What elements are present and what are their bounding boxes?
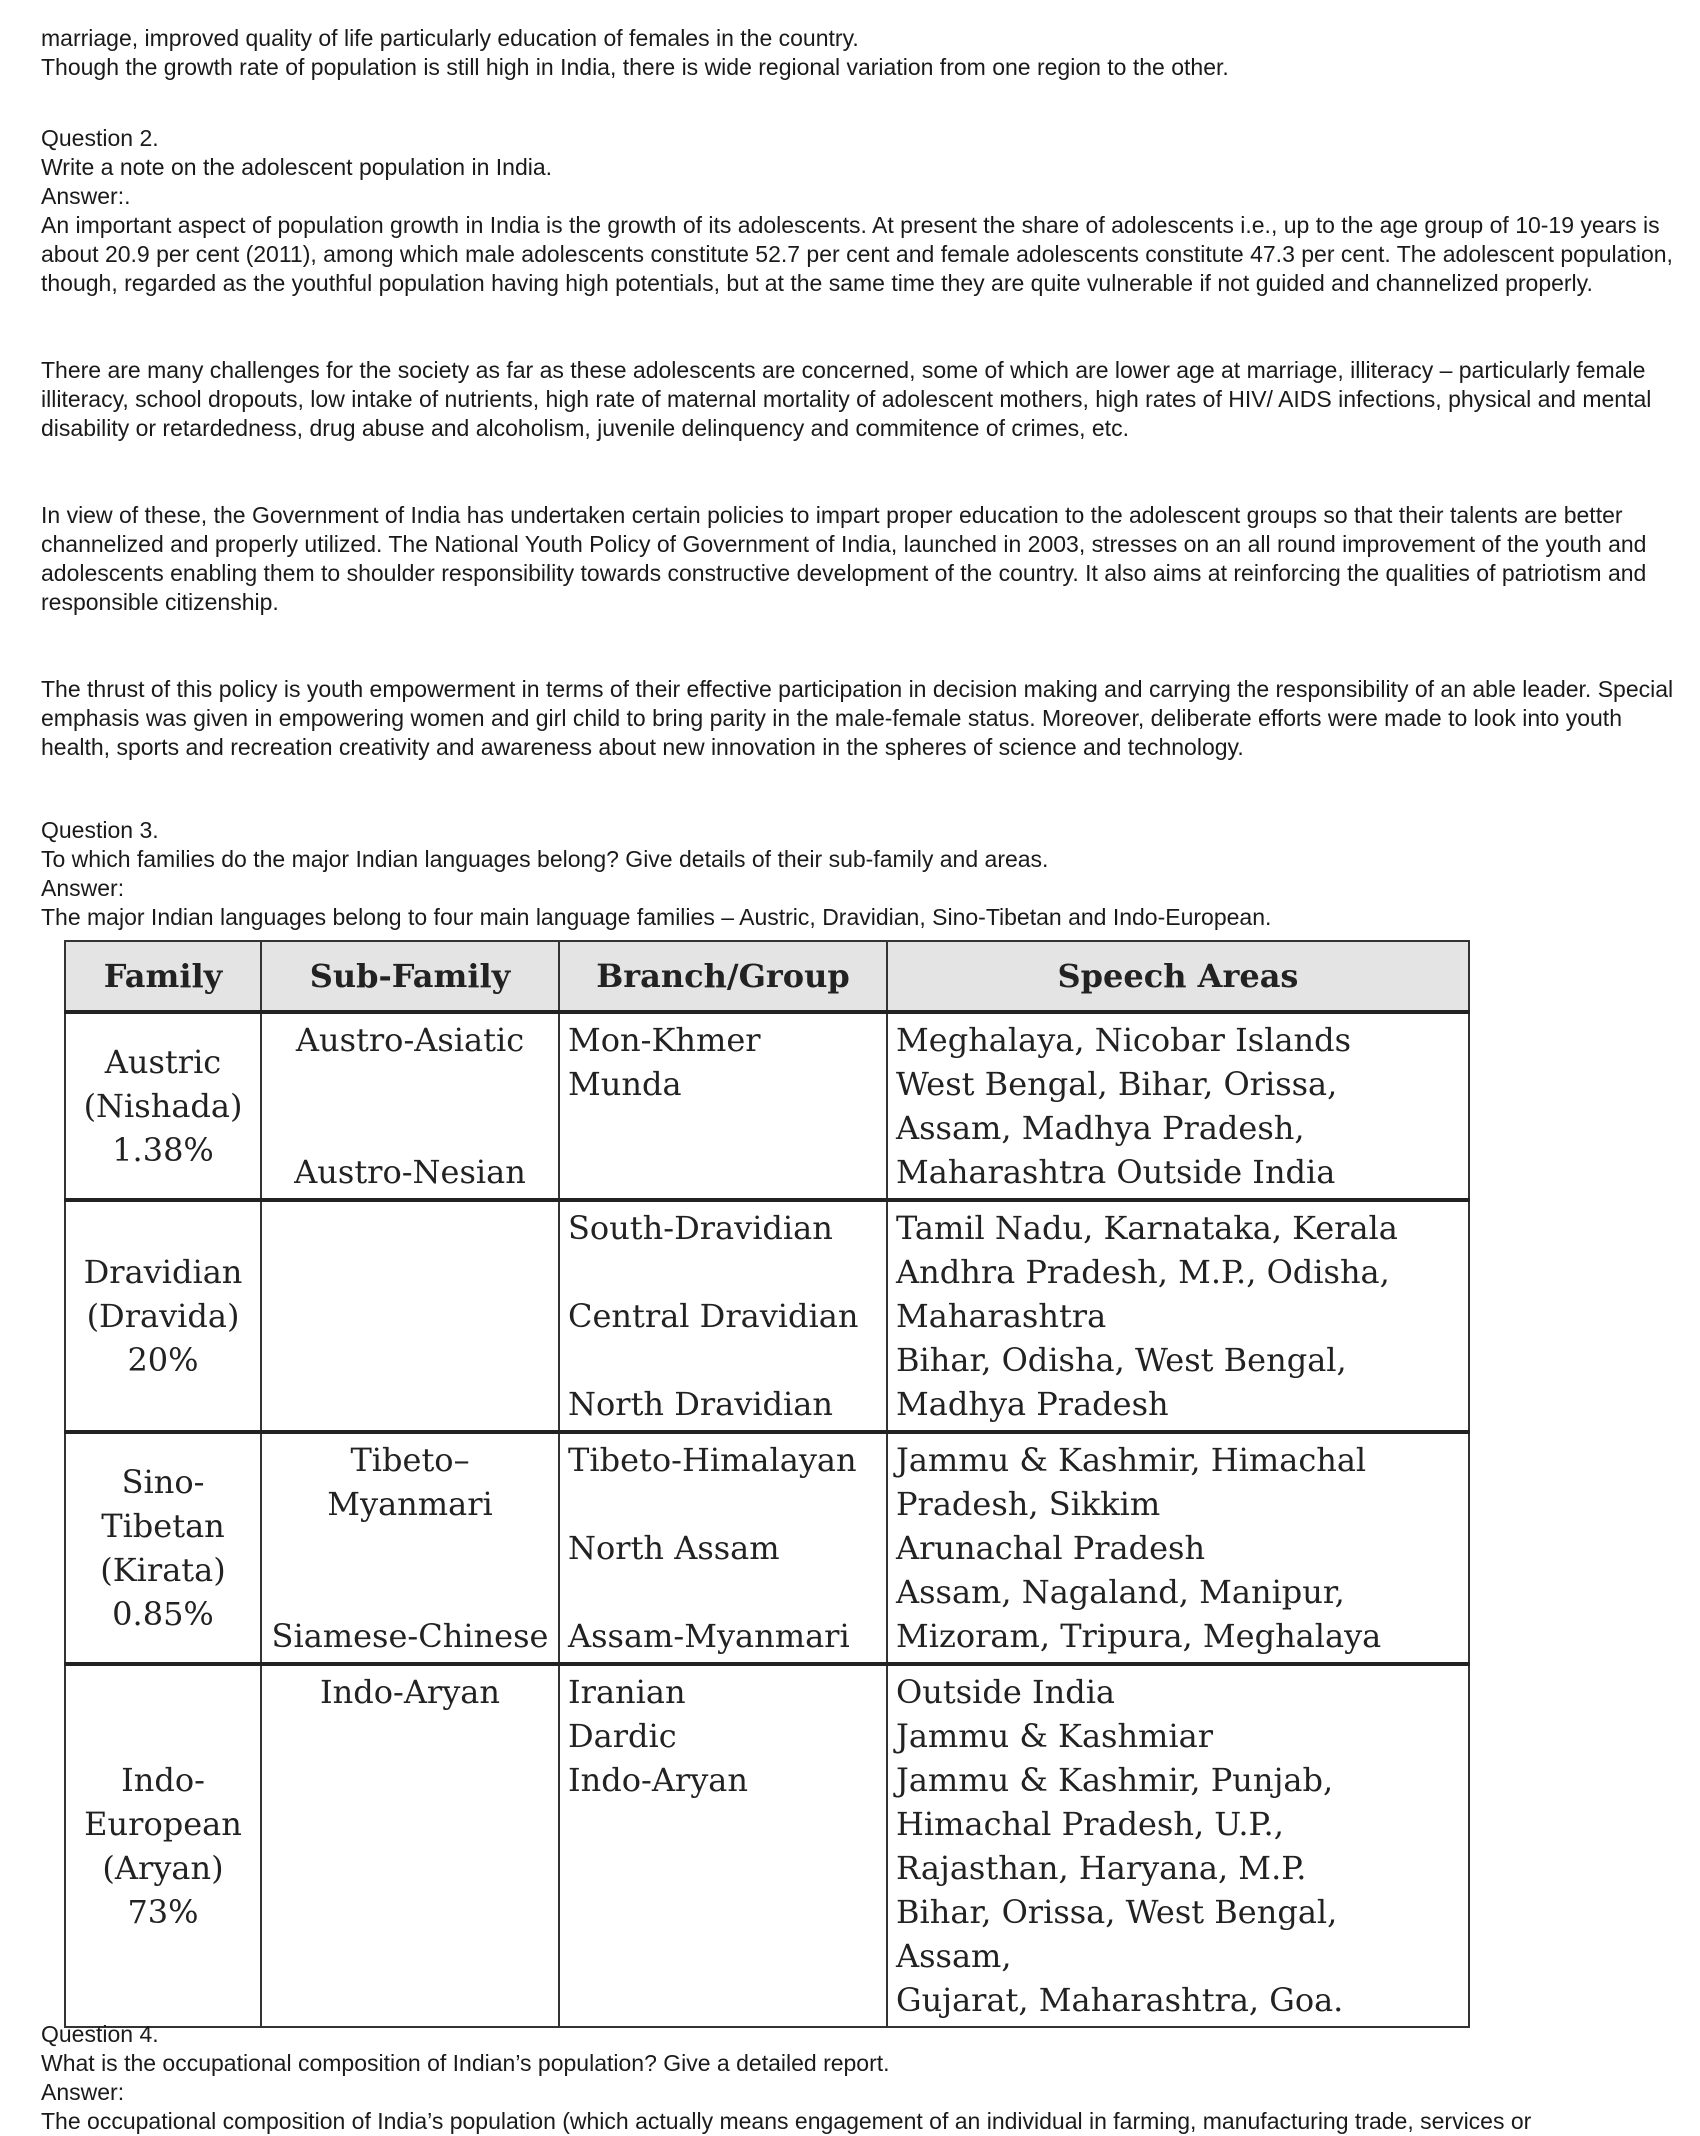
cell-line — [270, 1526, 550, 1570]
cell-line: Dravidian — [83, 1253, 243, 1291]
cell-line: (Nishada) — [83, 1087, 243, 1125]
cell-line: South-Dravidian — [568, 1209, 833, 1247]
cell-line: Tibeto– — [350, 1441, 470, 1479]
cell-line: Outside India — [896, 1673, 1115, 1711]
intro-line: marriage, improved quality of life particularly education of females in the country. — [41, 25, 859, 51]
question-2 — [41, 124, 1691, 762]
intro-line: Though the growth rate of population is still high in India, there is wide regional variation from one region to the other. — [41, 54, 1229, 80]
family-cell — [65, 1012, 261, 1200]
cell-line: Munda — [568, 1065, 682, 1103]
cell-line: Bihar, Odisha, West Bengal, — [896, 1341, 1347, 1379]
question-text: To which families do the major Indian languages belong? Give details of their sub-family and areas. — [41, 846, 1049, 872]
language-families-table — [64, 940, 1470, 2028]
sub-family-cell — [261, 1200, 559, 1432]
answer-paragraph: In view of these, the Government of India has undertaken certain policies to impart proper education to the adolescent groups so that their talents are better channelized and properly utilized. The National Youth Policy of Government of India, launched in 2003, stresses on an all round improvement of the youth and adolescents enabling them to shoulder responsibility towards constructive development of the country. It also aims at reinforcing the qualities of patriotism and responsible citizenship. — [41, 502, 1647, 615]
family-cell — [65, 1664, 261, 2027]
answer-paragraph: There are many challenges for the society as far as these adolescents are concerned, some of which are lower age at marriage, illiteracy – particularly female illiteracy, school dropouts, low intake of nutrients, high rate of maternal mortality of adolescent mothers, high rates of HIV/ AIDS infections, physical and mental disability or retardedness, drug abuse and alcoholism, juvenile delinquency and commitence of crimes, etc. — [41, 357, 1652, 441]
cell-line: Gujarat, Maharashtra, Goa. — [896, 1981, 1344, 2019]
question-text: Write a note on the adolescent population in India. — [41, 154, 553, 180]
answer-label: Answer: — [41, 875, 125, 901]
cell-line: Madhya Pradesh — [896, 1385, 1169, 1423]
cell-line: 73% — [127, 1893, 199, 1931]
family-cell — [65, 1200, 261, 1432]
cell-line: Tibeto-Himalayan — [568, 1441, 857, 1479]
header-family: Family — [65, 941, 261, 1012]
cell-line — [568, 1570, 878, 1614]
branch-cell — [559, 1012, 887, 1200]
speech-areas-cell — [887, 1432, 1469, 1664]
speech-areas-cell — [887, 1200, 1469, 1432]
cell-line: Himachal Pradesh, U.P., — [896, 1805, 1284, 1843]
cell-line: Assam, Madhya Pradesh, — [896, 1109, 1305, 1147]
cell-line: Maharashtra Outside India — [896, 1153, 1336, 1191]
answer-text: The occupational composition of India’s population (which actually means engagement of an individual in farming, manufacturing trade, services or — [41, 2108, 1532, 2134]
intro-text — [41, 24, 1691, 82]
cell-line: Tamil Nadu, Karnataka, Kerala — [896, 1209, 1398, 1247]
cell-line: Jammu & Kashmiar — [896, 1717, 1213, 1755]
cell-line: Andhra Pradesh, M.P., Odisha, — [896, 1253, 1390, 1291]
table-row — [65, 1432, 1469, 1664]
answer-label: Answer:. — [41, 183, 131, 209]
cell-line: European — [84, 1805, 242, 1843]
question-label: Question 3. — [41, 817, 159, 843]
cell-line: (Dravida) — [86, 1297, 240, 1335]
branch-cell — [559, 1200, 887, 1432]
table-row — [65, 1200, 1469, 1432]
cell-line — [270, 1570, 550, 1614]
cell-line: Jammu & Kashmir, Punjab, — [896, 1761, 1334, 1799]
cell-line: Bihar, Orissa, West Bengal, Assam, — [896, 1893, 1338, 1975]
cell-line — [568, 1482, 878, 1526]
cell-line: Mizoram, Tripura, Meghalaya — [896, 1617, 1382, 1655]
cell-line: (Kirata) — [100, 1551, 226, 1589]
header-branch-group: Branch/Group — [559, 941, 887, 1012]
cell-line: (Aryan) — [102, 1849, 224, 1887]
header-speech-areas: Speech Areas — [887, 941, 1469, 1012]
sub-family-cell — [261, 1664, 559, 2027]
cell-line: 1.38% — [112, 1131, 214, 1169]
cell-line: Tibetan — [101, 1507, 225, 1545]
cell-line — [568, 1338, 878, 1382]
answer-label: Answer: — [41, 2079, 125, 2105]
cell-line: Austro-Nesian — [294, 1153, 526, 1191]
cell-line: Austro-Asiatic — [295, 1021, 525, 1059]
question-3 — [41, 816, 1691, 932]
speech-areas-cell — [887, 1012, 1469, 1200]
answer-paragraph: The thrust of this policy is youth empowerment in terms of their effective participation in decision making and carrying the responsibility of an able leader. Special emphasis was given in empowering women and girl child to bring parity in the male-female status. Moreover, deliberate efforts were made to look into youth health, sports and recreation creativity and awareness about new innovation in the spheres of science and technology. — [41, 676, 1674, 760]
cell-line: Indo- — [121, 1761, 205, 1799]
sub-family-cell — [261, 1012, 559, 1200]
question-4 — [41, 2020, 1691, 2136]
cell-line: Siamese-Chinese — [271, 1617, 549, 1655]
cell-line: Central Dravidian — [568, 1297, 859, 1335]
cell-line: Mon-Khmer — [568, 1021, 761, 1059]
cell-line: North Assam — [568, 1529, 780, 1567]
cell-line: 20% — [127, 1341, 199, 1379]
header-sub-family: Sub-Family — [261, 941, 559, 1012]
cell-line — [270, 1106, 550, 1150]
cell-line: Dardic — [568, 1717, 677, 1755]
cell-line: 0.85% — [112, 1595, 214, 1633]
cell-line: Sino- — [121, 1463, 205, 1501]
speech-areas-cell — [887, 1664, 1469, 2027]
cell-line: West Bengal, Bihar, Orissa, — [896, 1065, 1338, 1103]
cell-line: Iranian — [568, 1673, 686, 1711]
sub-family-cell — [261, 1432, 559, 1664]
table-row — [65, 1664, 1469, 2027]
cell-line: Jammu & Kashmir, Himachal — [896, 1441, 1367, 1479]
answer-paragraph: An important aspect of population growth in India is the growth of its adolescents. At present the share of adolescents i.e., up to the age group of 10-19 years is about 20.9 per cent (2011), among which male adolescents constitute 52.7 per cent and female adolescents constitute 47.3 per cent. The adolescent population, though, regarded as the youthful population having high potentials, but at the same time they are quite vulnerable if not guided and channelized properly. — [41, 212, 1673, 296]
family-cell — [65, 1432, 261, 1664]
cell-line: Maharashtra — [896, 1297, 1107, 1335]
question-label: Question 2. — [41, 125, 159, 151]
table-header-row — [65, 941, 1469, 1012]
cell-line: Pradesh, Sikkim — [896, 1485, 1161, 1523]
cell-line — [270, 1062, 550, 1106]
branch-cell — [559, 1664, 887, 2027]
cell-line — [568, 1250, 878, 1294]
table-row — [65, 1012, 1469, 1200]
cell-line: Indo-Aryan — [320, 1673, 500, 1711]
question-label: Question 4. — [41, 2021, 159, 2047]
answer-text: The major Indian languages belong to four main language families – Austric, Dravidian, Sino-Tibetan and Indo-European. — [41, 904, 1272, 930]
cell-line: Meghalaya, Nicobar Islands — [896, 1021, 1352, 1059]
cell-line: Assam, Nagaland, Manipur, — [896, 1573, 1345, 1611]
cell-line: Myanmari — [327, 1485, 493, 1523]
cell-line: Austric — [104, 1043, 222, 1081]
cell-line: Assam-Myanmari — [568, 1617, 850, 1655]
cell-line: North Dravidian — [568, 1385, 833, 1423]
branch-cell — [559, 1432, 887, 1664]
cell-line: Arunachal Pradesh — [896, 1529, 1206, 1567]
cell-line: Rajasthan, Haryana, M.P. — [896, 1849, 1307, 1887]
question-text: What is the occupational composition of Indian’s population? Give a detailed report. — [41, 2050, 890, 2076]
cell-line: Indo-Aryan — [568, 1761, 748, 1799]
